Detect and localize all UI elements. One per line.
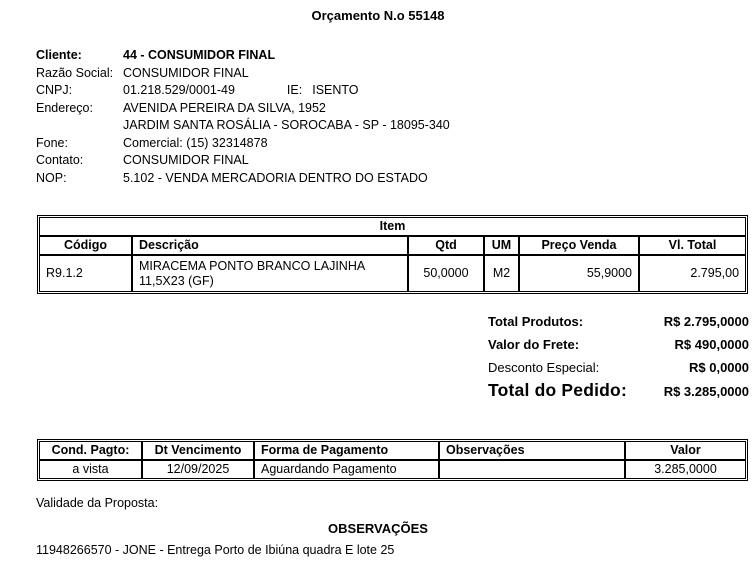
proposal-validity-label: Validade da Proposta: <box>36 496 159 510</box>
item-table <box>37 215 748 294</box>
freight-row <box>488 337 749 352</box>
payment-method-cell: Aguardando Pagamento <box>254 460 439 479</box>
column-header-cond-pagto: Cond. Pagto: <box>39 441 142 460</box>
phone-value: Comercial: (15) 32314878 <box>123 135 268 150</box>
observations-title: OBSERVAÇÕES <box>328 521 428 536</box>
item-code-cell: R9.1.2 <box>39 255 132 292</box>
payment-due-date-cell: 12/09/2025 <box>142 460 254 479</box>
client-value: 44 - CONSUMIDOR FINAL <box>123 48 276 62</box>
client-info-block <box>36 47 450 187</box>
column-header-preco-venda: Preço Venda <box>519 236 639 255</box>
order-total-value: R$ 3.285,0000 <box>663 384 749 399</box>
observations-text: 11948266570 - JONE - Entrega Porto de Ibiúna quadra E lote 25 <box>36 543 395 557</box>
phone-label: Fone: <box>36 135 68 150</box>
column-header-descricao: Descrição <box>132 236 408 255</box>
total-products-label: Total Produtos: <box>488 314 584 329</box>
nop-label: NOP: <box>36 170 67 185</box>
payment-table <box>37 439 748 481</box>
order-total-label: Total do Pedido: <box>488 380 627 400</box>
item-unit-cell: M2 <box>484 255 519 292</box>
total-products-row <box>488 314 749 329</box>
company-name-label: Razão Social: <box>36 65 114 80</box>
item-unit-price-cell: 55,9000 <box>519 255 639 292</box>
column-header-dt-vencimento: Dt Vencimento <box>142 441 254 460</box>
address-label-spacer <box>36 117 123 135</box>
cnpj-row-value <box>123 82 450 100</box>
nop-value: 5.102 - VENDA MERCADORIA DENTRO DO ESTADO <box>123 170 428 185</box>
payment-condition-cell: a vista <box>39 460 142 479</box>
payment-table-header-row <box>39 441 746 460</box>
order-total-row <box>488 380 749 400</box>
address-label: Endereço: <box>36 100 93 115</box>
column-header-vl-total: Vl. Total <box>639 236 746 255</box>
item-section-title: Item <box>39 217 746 236</box>
freight-value: R$ 490,0000 <box>674 337 749 352</box>
contact-value: CONSUMIDOR FINAL <box>123 153 249 167</box>
payment-table-row <box>39 460 746 479</box>
column-header-codigo: Código <box>39 236 132 255</box>
cnpj-label: CNPJ: <box>36 83 73 97</box>
freight-label: Valor do Frete: <box>488 337 580 352</box>
column-header-forma-pagamento: Forma de Pagamento <box>254 441 439 460</box>
company-name-value: CONSUMIDOR FINAL <box>123 65 249 80</box>
address-line1: AVENIDA PEREIRA DA SILVA, 1952 <box>123 100 326 115</box>
cnpj-value: 01.218.529/0001-49 <box>123 83 235 97</box>
special-discount-row <box>488 360 749 375</box>
item-table-title-row <box>39 217 746 236</box>
special-discount-label: Desconto Especial: <box>488 360 600 375</box>
totals-block <box>488 314 749 399</box>
address-line2: JARDIM SANTA ROSÁLIA - SOROCABA - SP - 18095-340 <box>123 118 450 132</box>
item-quantity-cell: 50,0000 <box>408 255 484 292</box>
state-registration-value: ISENTO <box>312 83 359 97</box>
contact-label: Contato: <box>36 153 84 167</box>
special-discount-value: R$ 0,0000 <box>689 360 749 375</box>
item-total-cell: 2.795,00 <box>639 255 746 292</box>
total-products-value: R$ 2.795,0000 <box>663 314 749 329</box>
item-table-row <box>39 255 746 292</box>
state-registration-label: IE: <box>286 83 303 97</box>
payment-value-cell: 3.285,0000 <box>625 460 746 479</box>
payment-observations-cell <box>439 460 625 479</box>
item-description-cell: MIRACEMA PONTO BRANCO LAJINHA 11,5X23 (GF) <box>132 255 408 292</box>
column-header-valor: Valor <box>625 441 746 460</box>
page-title: Orçamento N.o 55148 <box>311 8 445 23</box>
item-table-header-row <box>39 236 746 255</box>
column-header-qtd: Qtd <box>408 236 484 255</box>
column-header-observacoes: Observações <box>439 441 625 460</box>
client-label: Cliente: <box>36 48 82 62</box>
column-header-um: UM <box>484 236 519 255</box>
